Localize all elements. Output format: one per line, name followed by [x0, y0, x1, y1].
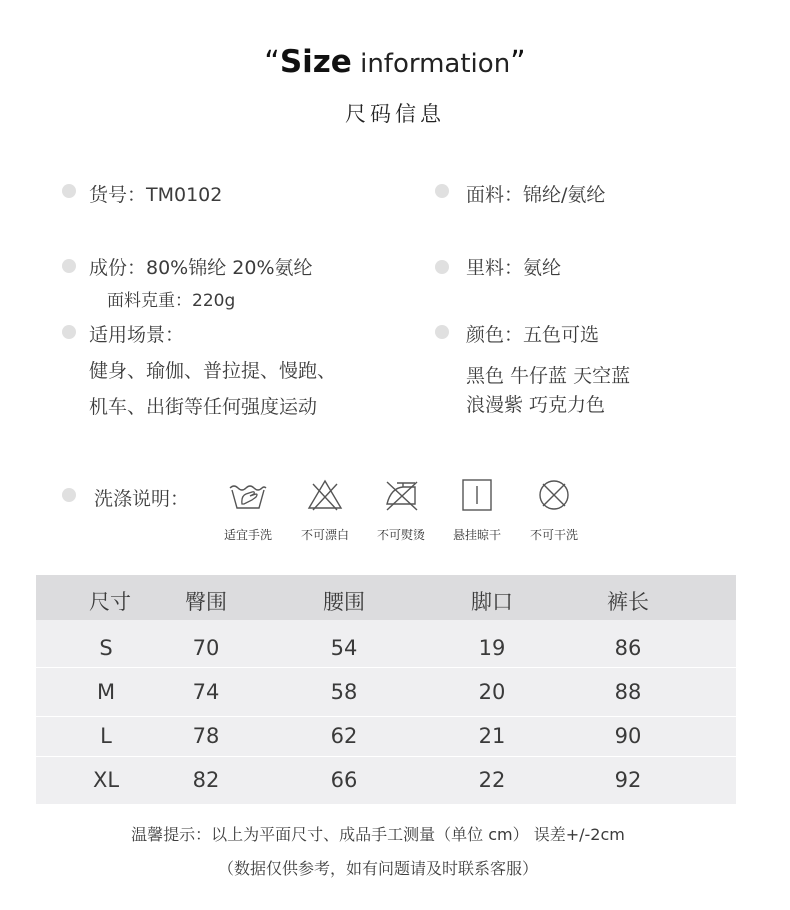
table-cell: 58 — [330, 680, 358, 704]
table-cell: L — [100, 724, 112, 748]
hand-wash-icon — [228, 478, 268, 512]
open-quote: “ — [264, 45, 280, 80]
hang-dry-icon — [457, 478, 497, 512]
bullet-dot — [62, 488, 76, 502]
size-table — [36, 575, 736, 804]
table-cell: S — [99, 636, 113, 660]
table-cell: 88 — [614, 680, 642, 704]
table-cell: 62 — [330, 724, 358, 748]
composition: 成份：80%锦纶 20%氨纶 — [89, 257, 313, 279]
title-english — [0, 44, 790, 80]
measurement-note: 温馨提示：以上为平面尺寸、成品手工测量（单位 cm） 误差+/-2cm — [131, 825, 625, 844]
table-cell: XL — [92, 768, 120, 792]
item-number: 货号：TM0102 — [89, 184, 223, 206]
table-cell: 92 — [614, 768, 642, 792]
table-cell: 82 — [192, 768, 220, 792]
header-hip: 臀围 — [185, 590, 227, 614]
title-bold-word: Size — [279, 44, 352, 80]
color-label: 颜色：五色可选 — [466, 324, 600, 346]
header-waist: 腰围 — [323, 590, 365, 614]
table-cell: 20 — [478, 680, 506, 704]
no-iron-icon — [381, 478, 421, 512]
bullet-dot — [62, 259, 76, 273]
care-item-no-iron — [366, 478, 436, 543]
bullet-dot — [62, 325, 76, 339]
table-cell: 70 — [192, 636, 220, 660]
table-cell: 21 — [478, 724, 506, 748]
table-cell: 19 — [478, 636, 506, 660]
fabric-weight: 面料克重：220g — [107, 291, 236, 311]
row-divider — [36, 756, 736, 757]
colors-line-2: 浪漫紫 巧克力色 — [466, 394, 606, 416]
table-cell: 90 — [614, 724, 642, 748]
close-quote: ” — [510, 45, 526, 80]
care-text: 适宜手洗 — [223, 528, 272, 542]
care-text: 悬挂晾干 — [452, 528, 501, 542]
header-leg-opening: 脚口 — [471, 590, 513, 614]
table-cell: 66 — [330, 768, 358, 792]
care-label: 洗涤说明： — [94, 488, 190, 510]
fabric: 面料：锦纶/氨纶 — [466, 184, 606, 206]
table-cell: 86 — [614, 636, 642, 660]
no-bleach-icon — [305, 478, 345, 512]
row-divider — [36, 716, 736, 717]
table-cell: M — [96, 680, 116, 704]
bullet-dot — [435, 325, 449, 339]
colors-line-1: 黑色 牛仔蓝 天空蓝 — [466, 365, 631, 387]
table-cell: 22 — [478, 768, 506, 792]
table-cell: 54 — [330, 636, 358, 660]
bullet-dot — [62, 184, 76, 198]
care-item-hand-wash — [213, 478, 283, 543]
usage-label: 适用场景： — [89, 324, 185, 346]
row-divider — [36, 667, 736, 668]
title-rest: information — [351, 49, 511, 79]
care-item-no-dry-clean — [519, 478, 589, 543]
header-length: 裤长 — [607, 590, 649, 614]
usage-line-1: 健身、瑜伽、普拉提、慢跑、 — [89, 360, 337, 382]
care-text: 不可熨烫 — [376, 528, 425, 542]
table-cell: 74 — [192, 680, 220, 704]
care-text: 不可漂白 — [300, 528, 349, 542]
no-dry-clean-icon — [534, 478, 574, 512]
care-item-hang-dry — [442, 478, 512, 543]
bullet-dot — [435, 184, 449, 198]
usage-line-2: 机车、出街等任何强度运动 — [89, 396, 318, 418]
care-item-no-bleach — [290, 478, 360, 543]
lining: 里料：氨纶 — [466, 257, 562, 279]
bullet-dot — [435, 260, 449, 274]
care-text: 不可干洗 — [529, 528, 578, 542]
header-size: 尺寸 — [89, 590, 131, 614]
page-subtitle: 尺码信息 — [345, 102, 445, 126]
table-cell: 78 — [192, 724, 220, 748]
reference-note: （数据仅供参考，如有问题请及时联系客服） — [217, 859, 538, 878]
